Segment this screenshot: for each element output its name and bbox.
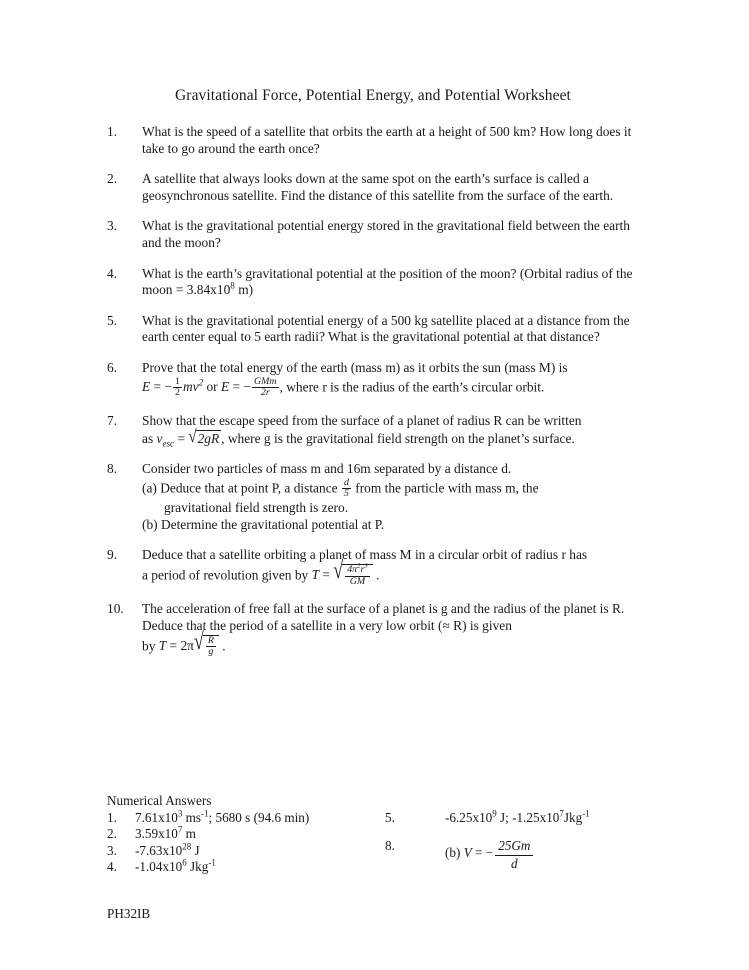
orbital-radius-exponent: 8 (230, 280, 235, 291)
one-half-fraction (173, 377, 182, 399)
radicand (342, 564, 373, 587)
question-formula-line (142, 556, 637, 587)
answers-heading: Numerical Answers (107, 793, 212, 808)
question-part-b: (b) Determine the gravitational potential at P. (142, 516, 385, 532)
answer-part: 3.59x10 (135, 826, 178, 842)
four-pi-term: 4π (347, 563, 358, 575)
fraction-numerator: 1 (175, 375, 180, 387)
question-number: 7. (107, 412, 118, 428)
question-part-a-continuation: gravitational field strength is zero. (164, 500, 349, 516)
question-text-before: What is the earth’s gravitational potential at the position of the moon? (Orbital radius of the moon = 3.84x10 (142, 265, 633, 298)
formula-suffix: . (372, 567, 380, 583)
square-root (333, 556, 372, 587)
answer-exponent: -1 (582, 808, 590, 819)
radicand (203, 635, 219, 658)
answer-exponent: -1 (208, 857, 216, 868)
total-energy-formula (142, 375, 280, 399)
answers-column-right (385, 810, 685, 872)
question-text: What is the gravitational potential energy stored in the gravitational field between the earth and the moon? (142, 218, 630, 250)
radius-term: r (360, 563, 365, 575)
radicand: 2gR (197, 430, 220, 446)
question-item-7 (0, 413, 749, 447)
square-root (193, 627, 219, 658)
question-text (142, 266, 637, 299)
question-item-10 (0, 601, 749, 658)
period-symbol: T (158, 638, 167, 654)
escape-speed-formula (156, 427, 222, 449)
part-label: (b) (445, 845, 464, 861)
question-part-a (142, 478, 637, 500)
mv-term: mv (182, 379, 199, 395)
answer-value (445, 810, 590, 825)
answer-value (135, 859, 216, 874)
fraction-denominator: 2 (175, 387, 180, 399)
answer-part: Jkg (563, 810, 583, 825)
formula-prefix: as (142, 430, 157, 446)
question-number: 8. (107, 461, 118, 477)
formula-prefix: a period of revolution given by (142, 567, 312, 583)
question-number: 2. (107, 171, 118, 187)
equals-minus: = − (150, 379, 172, 395)
radius-exponent: 3 (364, 562, 368, 570)
questions-list (0, 124, 749, 672)
pi-exponent: 2 (357, 562, 361, 570)
question-text-line1: Deduce that a satellite orbiting a planet of mass M in a circular orbit of radius r has (142, 547, 588, 563)
answer-part: J (191, 842, 200, 858)
d-over-5-fraction (342, 478, 351, 500)
answers-column-left (107, 810, 397, 876)
question-number: 9. (107, 547, 118, 563)
potential-fraction (495, 838, 533, 871)
question-item-5 (0, 313, 749, 346)
question-number: 6. (107, 359, 118, 375)
formula-trailing-text: , where r is the radius of the earth’s circular orbit. (279, 379, 545, 395)
question-number: 1. (107, 124, 118, 139)
question-number: 10. (107, 601, 124, 617)
question-text-line1: Prove that the total energy of the earth (mass m) as it orbits the sun (mass M) is (142, 359, 568, 375)
page-title: Gravitational Force, Potential Energy, and Potential Worksheet (175, 87, 571, 104)
potential-formula (463, 838, 536, 871)
fraction-denominator: GM (345, 576, 370, 588)
question-item-6 (0, 360, 749, 399)
answer-exponent: 28 (182, 841, 192, 852)
or-connector: or (203, 379, 221, 395)
question-text-line1: Consider two particles of mass m and 16m separated by a distance d. (142, 461, 512, 477)
energy-symbol: E (142, 379, 151, 395)
answer-exponent: 3 (177, 808, 183, 819)
fraction-denominator: 2r (252, 387, 279, 399)
question-item-8 (0, 461, 749, 533)
energy-symbol-2: E (221, 379, 230, 395)
answer-row (107, 810, 397, 826)
question-text: A satellite that always looks down at the same spot on the earth’s surface is called a geosynchronous satellite. Find the distance of this satellite from the surface of the earth. (142, 171, 614, 203)
velocity-subscript: esc (162, 438, 175, 449)
fraction-numerator: d (343, 476, 349, 488)
answer-number: 1. (107, 810, 117, 825)
footer-code: PH32IB (107, 906, 151, 921)
answer-row (385, 810, 685, 826)
answer-number: 5. (385, 810, 395, 825)
part-a-text-after: from the particle with mass m, the (351, 480, 539, 496)
question-formula-line (142, 377, 637, 399)
radical-sign-icon: √ (188, 427, 197, 447)
answer-part: Jkg (186, 859, 209, 875)
question-item-2 (0, 171, 749, 204)
question-text-line1: Show that the escape speed from the surface of a planet of radius R can be written (142, 412, 582, 428)
r-over-g-fraction (206, 636, 216, 658)
fraction-denominator: g (206, 646, 216, 658)
answer-number: 3. (107, 842, 117, 858)
radical-sign-icon: √ (193, 627, 204, 655)
answer-value (135, 810, 309, 825)
formula-prefix: by (142, 638, 159, 654)
answer-row (385, 838, 685, 871)
answer-part: 7.61x10 (135, 810, 178, 825)
answer-exponent: 7 (177, 825, 183, 836)
equals-two-pi: = 2π (166, 638, 194, 654)
question-item-3 (0, 218, 749, 251)
answer-value (135, 826, 196, 841)
part-a-text-before: (a) Deduce that at point P, a distance (142, 480, 341, 496)
answer-value (445, 838, 535, 871)
question-number: 3. (107, 218, 118, 234)
fraction-numerator: 25Gm (498, 838, 531, 854)
radical-sign-icon: √ (333, 556, 344, 584)
answer-exponent: 7 (559, 808, 564, 819)
equals-sign: = (319, 567, 334, 583)
fraction-numerator (345, 562, 370, 576)
answer-exponent: 6 (182, 857, 187, 868)
question-text: What is the gravitational potential energy of a 500 kg satellite placed at a distance from the earth center equal to 5 earth radii? What is the gravitational potential at that distance? (142, 312, 630, 345)
period-fraction (345, 562, 370, 587)
answer-number: 8. (385, 838, 395, 854)
fraction-numerator: GMm (254, 375, 277, 387)
answer-row (107, 826, 397, 842)
formula-suffix: . (218, 638, 226, 654)
equals-minus: = − (471, 845, 494, 861)
answer-part: J; -1.25x10 (496, 810, 560, 825)
answer-number: 2. (107, 826, 117, 842)
equals-sign: = (174, 430, 189, 446)
answer-exponent: 9 (492, 808, 497, 819)
answer-part: -6.25x10 (445, 810, 493, 825)
velocity-symbol: v (156, 430, 163, 446)
fraction-numerator: R (207, 634, 214, 646)
d-over-5-fraction-wrapper (341, 476, 352, 500)
answer-part: ; 5680 s (94.6 min) (208, 810, 310, 825)
fraction-denominator: d (495, 855, 533, 872)
answer-part: -1.04x10 (135, 859, 183, 875)
fraction-denominator: 5 (343, 488, 349, 500)
answer-part: -7.63x10 (135, 842, 183, 858)
question-text: What is the speed of a satellite that orbits the earth at a height of 500 km? How long does it take to go around the earth once? (142, 124, 632, 156)
spacer (385, 826, 685, 838)
question-formula-line (142, 627, 637, 658)
answer-row (107, 859, 397, 875)
answer-part: ms (182, 810, 202, 825)
period-symbol: T (311, 567, 320, 583)
square-root (188, 427, 221, 448)
potential-symbol: V (463, 845, 472, 861)
answer-exponent: -1 (201, 808, 209, 819)
equals-minus-2: = − (229, 379, 251, 395)
answer-part: m (182, 826, 196, 842)
question-item-1 (0, 124, 749, 157)
question-number: 5. (107, 312, 118, 328)
question-number: 4. (107, 265, 118, 281)
answer-value (135, 843, 200, 858)
question-text-line1: The acceleration of free fall at the surface of a planet is g and the radius of the planet is R. Deduce that the period of a satellite in a very low orbit (≈ R) is given (142, 601, 625, 633)
answer-row (107, 843, 397, 859)
question-item-9 (0, 547, 749, 587)
answer-number: 4. (107, 859, 117, 875)
low-orbit-period-formula (158, 627, 219, 658)
mv-exponent: 2 (198, 377, 204, 388)
question-text-after: m) (234, 282, 254, 298)
orbital-period-formula (311, 556, 373, 587)
formula-trailing-text: , where g is the gravitational field strength on the planet’s surface. (221, 430, 575, 446)
gmm-over-2r-fraction (252, 377, 279, 399)
question-item-4 (0, 266, 749, 299)
question-formula-line (142, 427, 637, 449)
